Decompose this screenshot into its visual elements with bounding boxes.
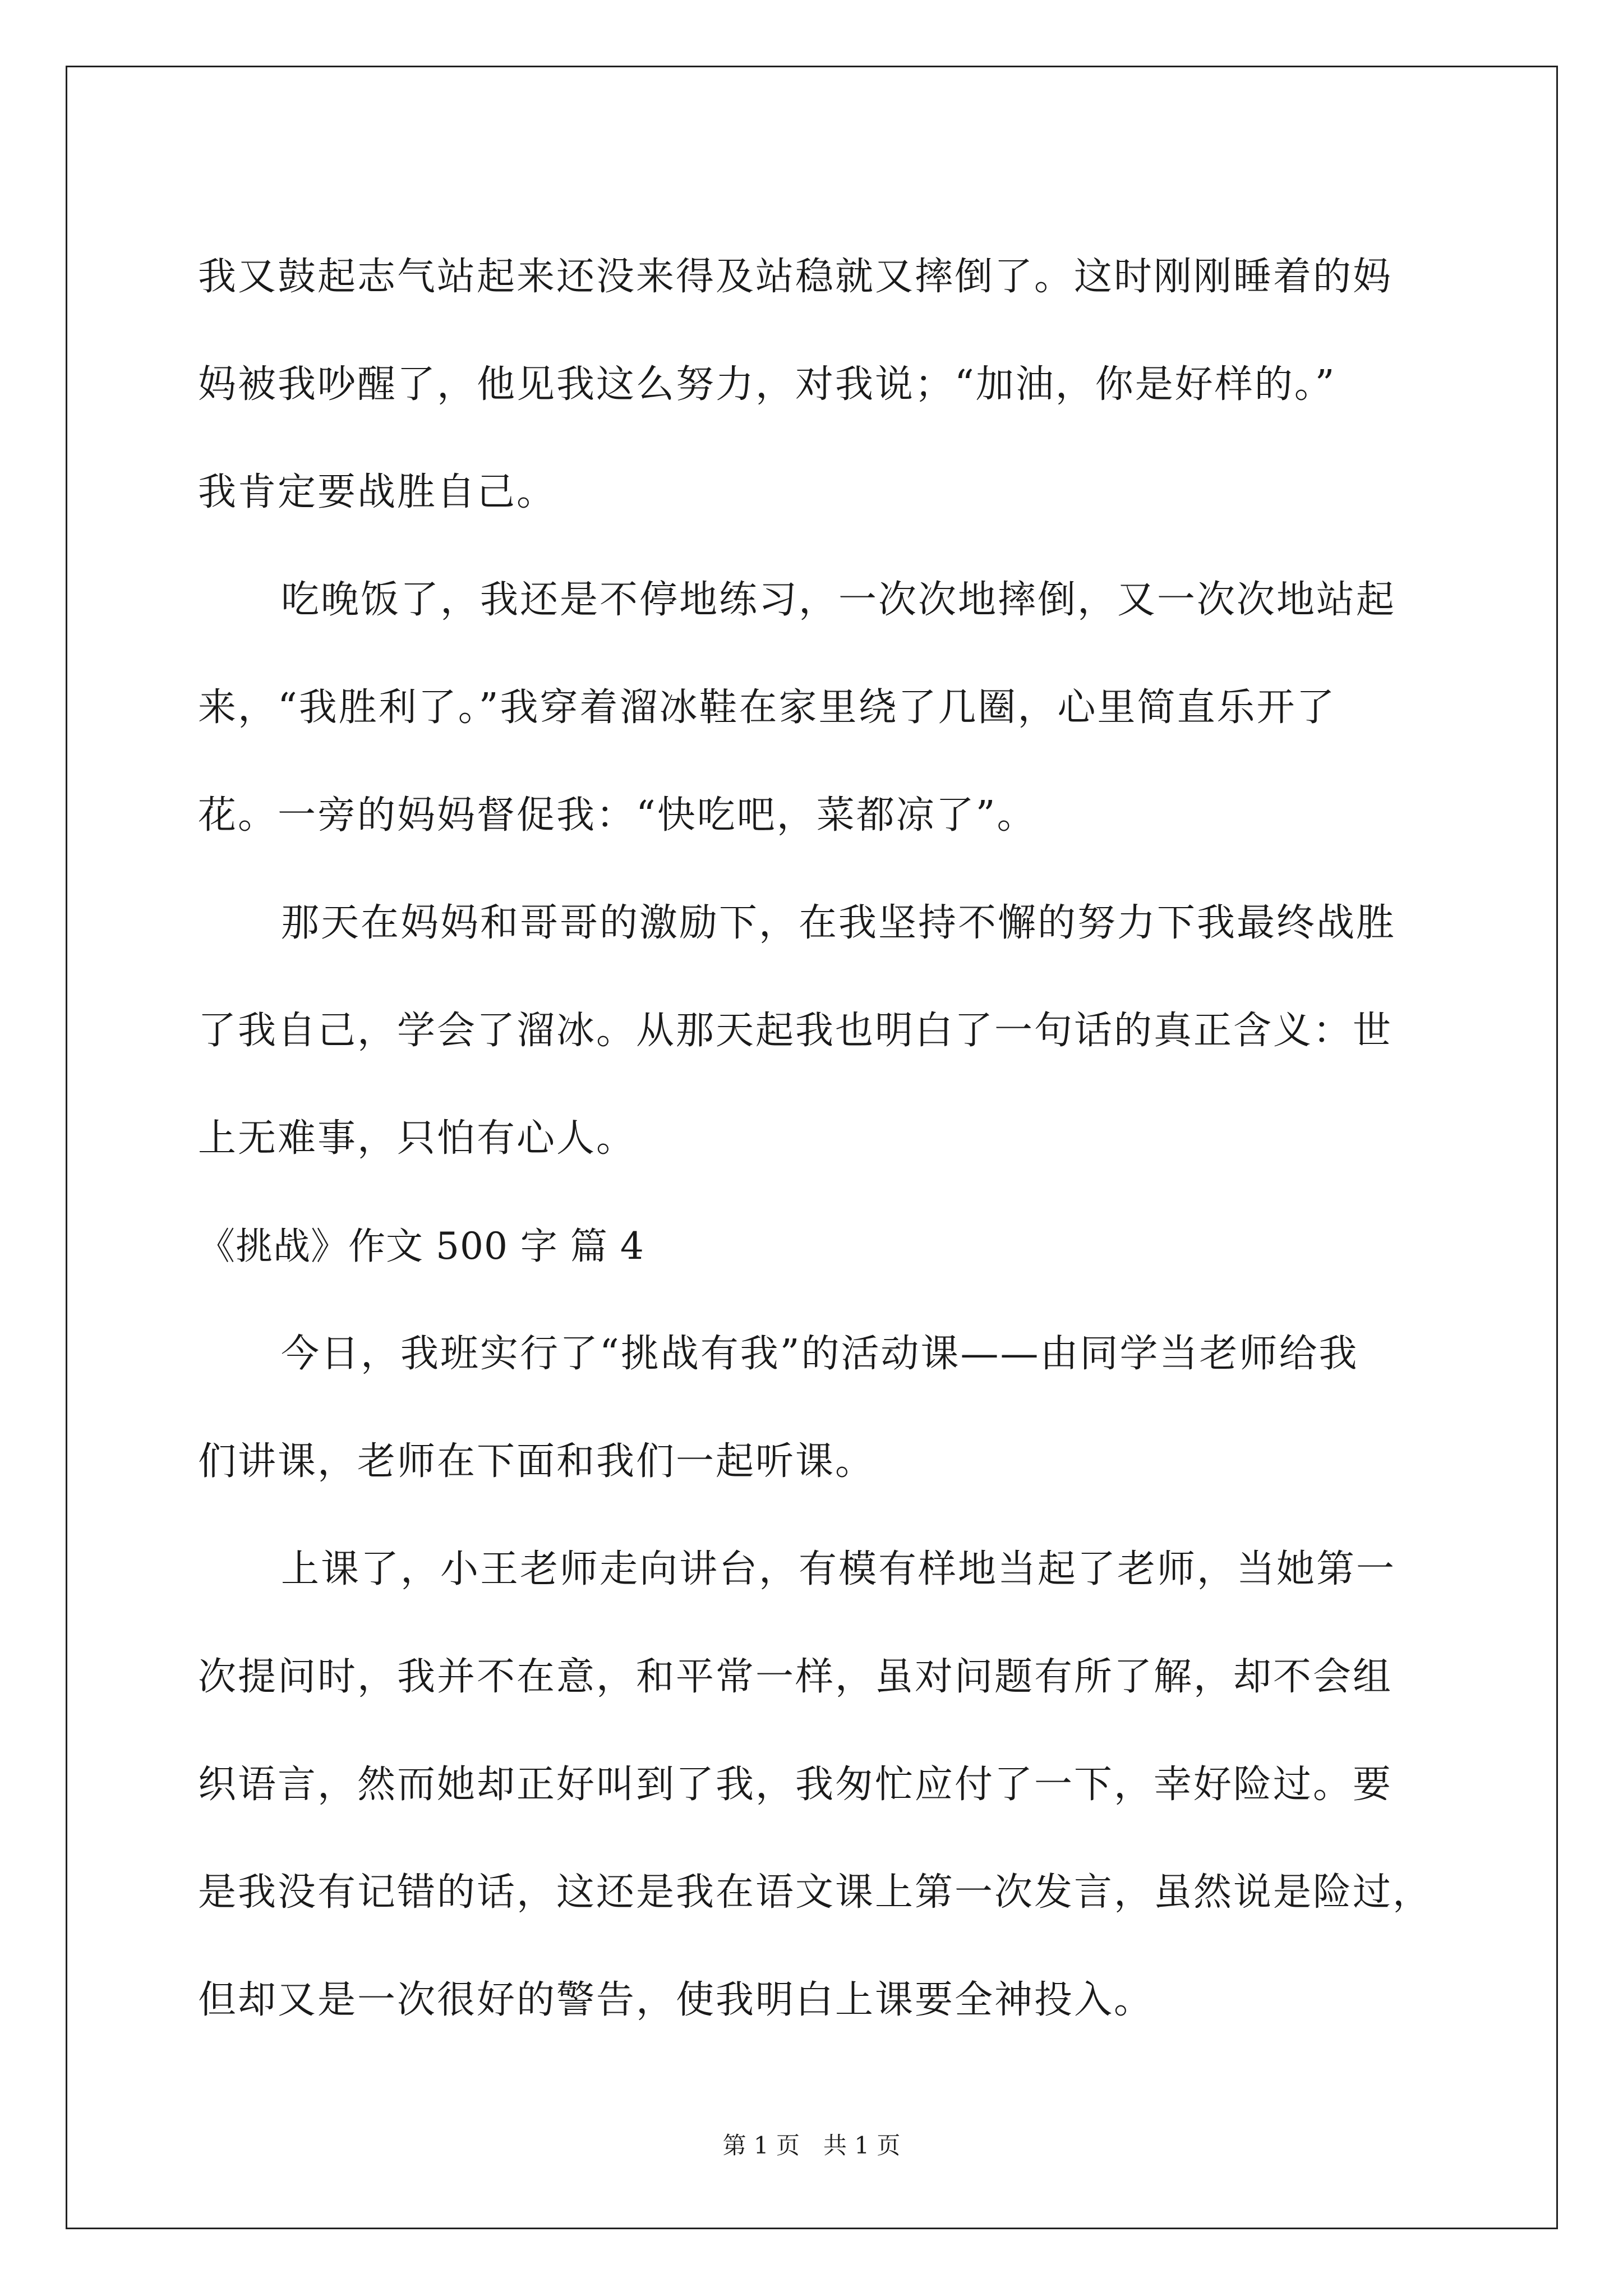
text-line: 织语言，然而她却正好叫到了我，我匆忙应付了一下，幸好险过。要	[198, 1763, 1393, 1807]
text-line: 我肯定要战胜自己。	[198, 470, 557, 514]
section-heading: 《挑战》作文 500 字 篇 4	[198, 1225, 644, 1268]
paragraph-start-line: 那天在妈妈和哥哥的激励下，在我坚持不懈的努力下我最终战胜	[281, 901, 1396, 945]
document-body	[198, 223, 1450, 2054]
text-line: 们讲课，老师在下面和我们一起听课。	[198, 1439, 875, 1484]
text-line: 来，“我胜利了。”我穿着溜冰鞋在家里绕了几圈，心里简直乐开了	[198, 685, 1336, 730]
text-line: 花。一旁的妈妈督促我：“快吃吧，菜都凉了”。	[198, 793, 1037, 838]
text-line: 次提问时，我并不在意，和平常一样，虽对问题有所了解，却不会组	[198, 1655, 1393, 1699]
text-line: 是我没有记错的话，这还是我在语文课上第一次发言，虽然说是险过，	[198, 1870, 1433, 1915]
paragraph-start-line: 今日，我班实行了“挑战有我”的活动课——由同学当老师给我	[281, 1332, 1359, 1376]
text-line: 上无难事，只怕有心人。	[198, 1116, 637, 1161]
paragraph-start-line: 吃晚饭了，我还是不停地练习，一次次地摔倒，又一次次地站起	[281, 578, 1396, 622]
text-line: 妈被我吵醒了，他见我这么努力，对我说；“加油，你是好样的。”	[198, 362, 1336, 407]
text-line: 我又鼓起志气站起来还没来得及站稳就又摔倒了。这时刚刚睡着的妈	[198, 255, 1393, 299]
paragraph-start-line: 上课了，小王老师走向讲台，有模有样地当起了老师，当她第一	[281, 1547, 1396, 1591]
page-footer: 第 1 页 共 1 页	[722, 2132, 901, 2159]
text-line: 但却又是一次很好的警告，使我明白上课要全神投入。	[198, 1978, 1154, 2022]
text-line: 了我自己，学会了溜冰。从那天起我也明白了一句话的真正含义：世	[198, 1009, 1393, 1053]
